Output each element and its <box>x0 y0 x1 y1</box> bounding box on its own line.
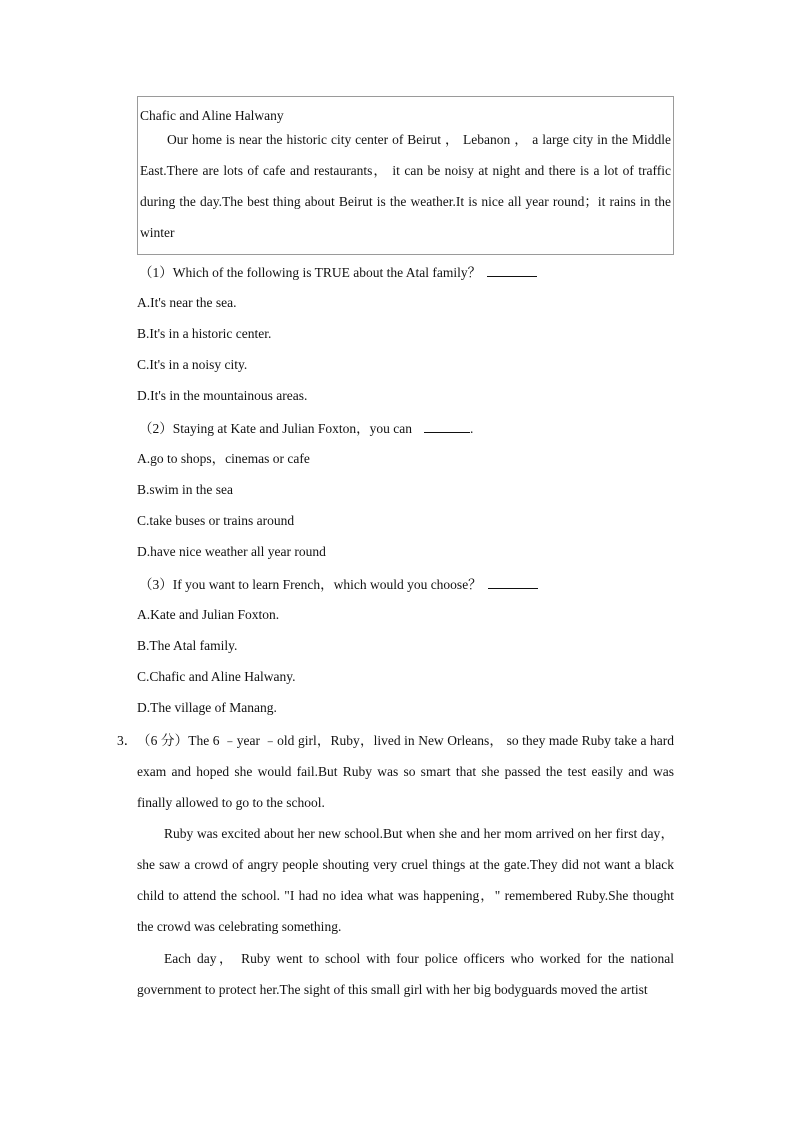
question-3-option-b: B.The Atal family. <box>137 638 238 653</box>
question-3-option-d: D.The village of Manang. <box>137 700 277 715</box>
section-3-number: 3． <box>117 733 138 748</box>
passage-box-text: Our home is near the historic city center of Beirut ， Lebanon ， a large city in the Middle East.There are lots of cafe and restaurants， it can be noisy at night and there is a lot of traffic during the day.The best thing about Beirut is the weather.It is nice all year round；it rains in the winter <box>140 132 671 240</box>
question-2-option-b: B.swim in the sea <box>137 482 233 497</box>
section-3-paragraph-2: Ruby was excited about her new school.But when she and her mom arrived on her first day， she saw a crowd of angry people shouting very cruel things at the gate.They did not want a black child to attend the school. "I had no idea what was happening，" remembered Ruby.She thought the crowd was celebrating something. <box>137 826 674 934</box>
answer-blank-1[interactable] <box>487 262 537 277</box>
section-3-paragraph-1: （6 分）The 6 ﹣year ﹣old girl，Ruby，lived in New Orleans， so they made Ruby take a hard exam and hoped she would fail.But Ruby was so smart that she passed the test easily and was finally allowed to go to the school. <box>137 733 674 810</box>
question-2-option-d: D.have nice weather all year round <box>137 544 326 559</box>
answer-blank-3[interactable] <box>488 574 538 589</box>
question-2-option-a: A.go to shops，cinemas or cafe <box>137 451 310 466</box>
passage-box <box>137 96 674 255</box>
question-3 <box>139 574 538 595</box>
passage-box-title: Chafic and Aline Halwany <box>140 108 284 123</box>
question-2-stem: （2）Staying at Kate and Julian Foxton，you can <box>139 421 412 436</box>
question-3-option-a: A.Kate and Julian Foxton. <box>137 607 280 622</box>
question-2-stem-end: . <box>469 421 474 436</box>
question-3-stem: （3）If you want to learn French，which would you choose？ <box>139 577 482 592</box>
section-3-paragraph-3: Each day， Ruby went to school with four police officers who worked for the national government to protect her.The sight of this small girl with her big bodyguards moved the artist <box>137 951 674 997</box>
question-3-option-c: C.Chafic and Aline Halwany. <box>137 669 296 684</box>
question-1-option-c: C.It's in a noisy city. <box>137 357 248 372</box>
question-2-option-c: C.take buses or trains around <box>137 513 295 528</box>
question-2 <box>139 418 473 439</box>
question-1-option-d: D.It's in the mountainous areas. <box>137 388 308 403</box>
question-1-stem: （1）Which of the following is TRUE about the Atal family？ <box>139 265 482 280</box>
question-1-option-a: A.It's near the sea. <box>137 295 237 310</box>
question-1-option-b: B.It's in a historic center. <box>137 326 272 341</box>
answer-blank-2[interactable] <box>424 418 470 433</box>
question-1 <box>139 262 537 283</box>
